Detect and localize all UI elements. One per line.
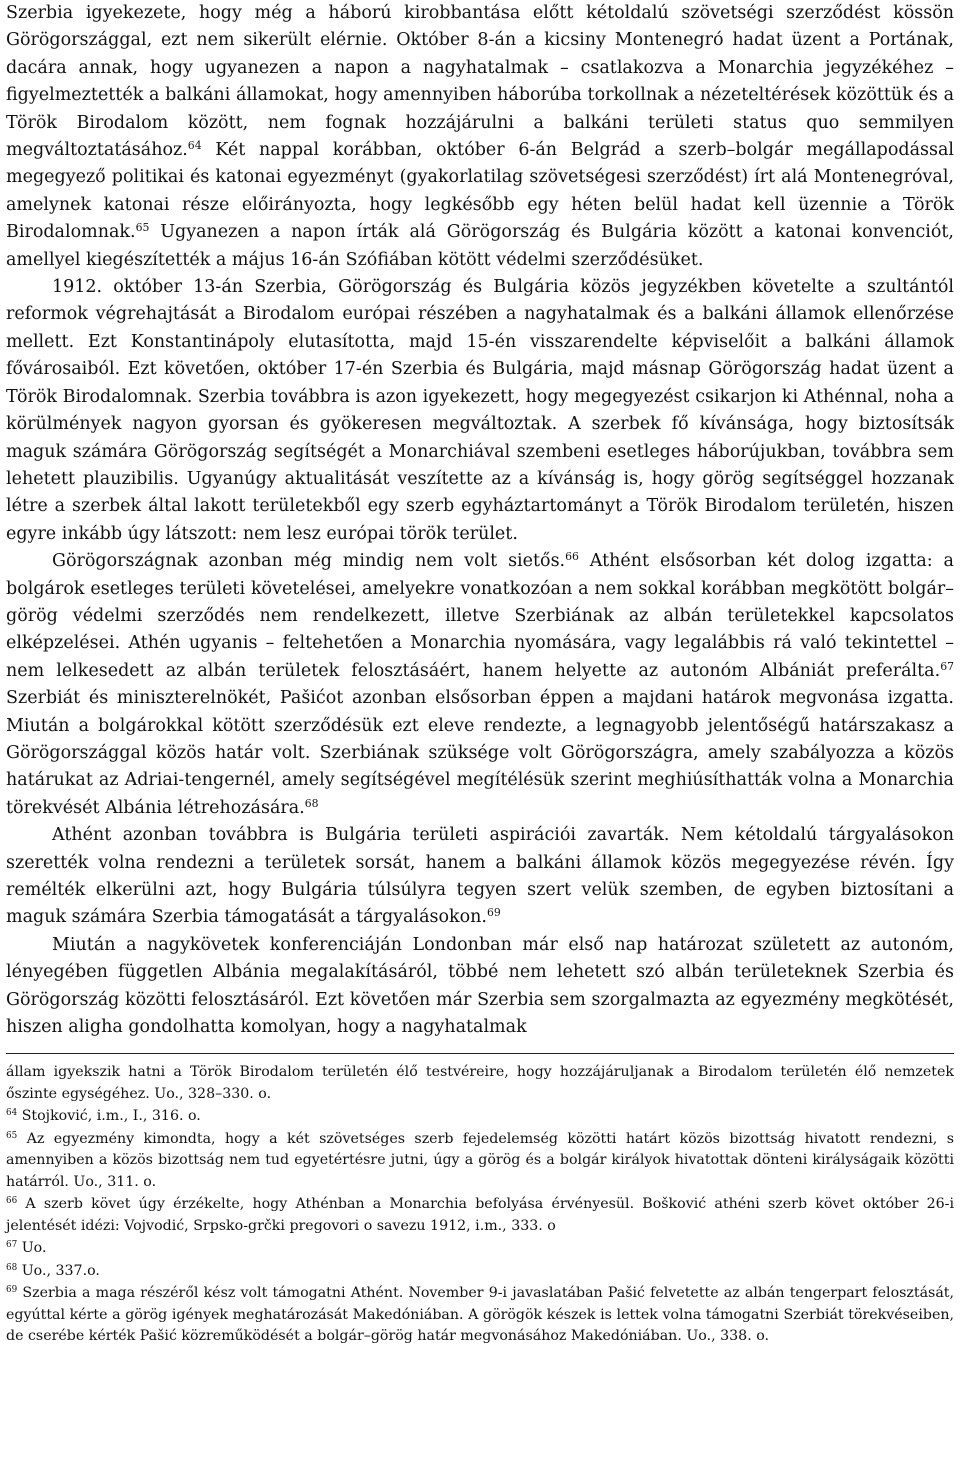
footnote-text: állam igyekszik hatni a Török Birodalom területén élő testvéreire, hogy hozzájáruljanak a Birodalom területén élő nemzetek őszinte egységéhez. Uo., 328–330. o. (6, 1064, 954, 1102)
footnote-text: A szerb követ úgy érzékelte, hogy Athénban a Monarchia befolyása érvényesül. Bošković athéni szerb követ október 26-i jelentését idézi: Vojvodić, Srpsko-grčki pregovori o savezu 1912, i.m., 333. o (6, 1196, 954, 1234)
body-paragraph (6, 932, 954, 1042)
paragraph-text: Athént elsősorban két dolog izgatta: a bolgárok esetleges területi követelései, amelyekre vonatkozóan a nem sokkal korábban megkötött bolgár–görög védelmi szerződés nem rendelkezett, illetve Szerbiának az albán területekkel kapcsolatos elképzelései. Athén ugyanis – feltehetően a Monarchia nyomására, vagy legalábbis rá való tekintettel – nem lelkesedett az albán területek felosztásáért, hanem helyette az autonóm Albániát preferálta. (6, 551, 954, 681)
footnote-text: Szerbia a maga részéről kész volt támogatni Athént. November 9-i javaslatában Pašić felvetette az albán tengerpart felosztását, egyúttal kérte a görög igények meghatározását Makedóniában. A görögök készek is lettek volna támogatni Szerbiát törekvéseiben, de cserébe kérték Pašić közreműködését a bolgár–görög határ megvonásához Makedóniában. Uo., 338. o. (6, 1285, 954, 1345)
footnote-reference: 67 (940, 659, 954, 673)
footnote-reference: 68 (304, 796, 319, 810)
footnote (6, 1194, 954, 1237)
paragraph-text: Görögországnak azonban még mindig nem volt sietős. (52, 551, 566, 572)
footnote (6, 1106, 954, 1128)
paragraph-text: Miután a nagykövetek konferenciáján Londonban már első nap határozat született az autonóm, lényegében független Albánia megalakításáról, többé nem lehetett szó albán területeknek Szerbia és Görögország közötti felosztásáról. Ezt követően már Szerbia sem szorgalmazta az egyezmény megkötését, hiszen aligha gondolhatta komolyan, hogy a nagyhatalmak (6, 934, 954, 1038)
footnote-separator (6, 1053, 954, 1054)
footnote-text: Stojković, i.m., I., 316. o. (17, 1108, 201, 1125)
footnote (6, 1261, 954, 1283)
footnote-number: 68 (6, 1263, 18, 1274)
footnote (6, 1283, 954, 1348)
footnote-reference: 69 (487, 906, 501, 920)
footnote (6, 1238, 954, 1260)
footnote-reference: 65 (135, 221, 150, 235)
body-paragraph (6, 548, 954, 822)
paragraph-text: Ugyanezen a napon írták alá Görögország és Bulgária között a katonai konvenciót, amellyel kiegészítették a május 16-án Szófiában kötött védelmi szerződésüket. (6, 222, 954, 270)
footnote-text: Uo., 337.o. (17, 1262, 100, 1279)
footnote-reference: 66 (565, 550, 579, 564)
paragraph-text: 1912. október 13-án Szerbia, Görögország és Bulgária közös jegyzékben követelte a szultántól reformok végrehajtását a Birodalom európai részében a nagyhatalmak és a balkáni államok ellenőrzése mellett. Ezt Konstantinápoly elutasította, majd 15-én visszarendelte képviselőit a balkáni államok fővárosaiból. Ezt követően, október 17-én Szerbia és Bulgária, majd másnap Görögország hadat üzent a Török Birodalomnak. Szerbia továbbra is azon igyekezett, hogy megegyezést csikarjon ki Athénnal, noha a körülmények nagyon gyorsan és gyökeresen megváltoztak. A szerbek fő kívánsága, hogy biztosítsák maguk számára Görögország segítségét a Monarchiával szembeni esetleges háborújukban, továbbra sem lehetett plauzibilis. Ugyanúgy aktualitását veszítette az a kívánság is, hogy görög segítséggel hozzanak létre a szerbek által lakott területekből egy szerb egyháztartományt a Török Birodalom területén, hiszen egyre inkább úgy látszott: nem lesz európai török terület. (6, 277, 954, 544)
footnote-number: 67 (6, 1240, 18, 1251)
body-paragraph (6, 0, 954, 274)
footnotes-section (6, 1062, 954, 1348)
paragraph-text: Két nappal korábban, október 6-án Belgrád a szerb–bolgár megállapodással megegyező politikai és katonai egyezményt (gyakorlatilag szövetségesi szerződést) írt alá Montenegróval, amelynek katonai része előirányozta, hogy legkésőbb egy héten belül hadat kell üzennie a Török Birodalomnak. (6, 140, 954, 243)
footnote-reference: 64 (187, 139, 202, 153)
footnote-number: 65 (6, 1131, 18, 1142)
paragraph-text: Athént azonban továbbra is Bulgária területi aspirációi zavarták. Nem kétoldalú tárgyalásokon szerették volna rendezni a területek sorsát, hanem a balkáni államok közös megegyezése révén. Így remélték elkerülni azt, hogy Bulgária túlsúlyra tegyen szert velük szemben, de egyben biztosítani a maguk számára Szerbia támogatását a tárgyalásokon. (6, 825, 954, 928)
footnote-number: 66 (6, 1196, 18, 1207)
paragraph-text: Szerbiát és miniszterelnökét, Pašićot azonban elsősorban éppen a majdani határok megvonása izgatta. Miután a bolgárokkal kötött szerződésük ezt eleve rendezte, a legnagyobb jelentőségű határszakasz a Görögországgal közös határ volt. Szerbiának szüksége volt Görögországra, amely szabályozza a közös határukat az Adriai-tengernél, amely segítségével megítélésük szerint meghiúsíthatták volna a Monarchia törekvését Albánia létrehozására. (6, 688, 954, 818)
footnote-number: 64 (6, 1108, 18, 1119)
body-paragraph (6, 274, 954, 548)
footnote (6, 1062, 954, 1105)
main-text-body (6, 0, 954, 1041)
paragraph-text: Szerbia igyekezete, hogy még a háború kirobbantása előtt kétoldalú szövetségi szerződést kössön Görögországgal, ezt nem sikerült elérnie. Október 8-án a kicsiny Montenegró hadat üzent a Portának, dacára annak, hogy ugyanezen a napon a nagyhatalmak – csatlakozva a Monarchia jegyzékéhez – figyelmeztették a balkáni államokat, hogy amennyiben háborúba torkollnak a nézeteltérések közöttük és a Török Birodalom között, nem fognak hozzájárulni a balkáni területi status quo semmilyen megváltoztatásához. (6, 3, 954, 161)
footnote-text: Az egyezmény kimondta, hogy a két szövetséges szerb fejedelemség közötti határt közös bizottság hivatott rendezni, s amennyiben a közös bizottság nem tud egyetértésre jutni, úgy a görög és a bolgár királyok hivatottak dönteni királyságaik közötti határról. Uo., 311. o. (6, 1130, 954, 1190)
footnote-text: Uo. (17, 1240, 47, 1257)
footnote (6, 1129, 954, 1194)
footnote-number: 69 (6, 1285, 18, 1296)
body-paragraph (6, 822, 954, 932)
